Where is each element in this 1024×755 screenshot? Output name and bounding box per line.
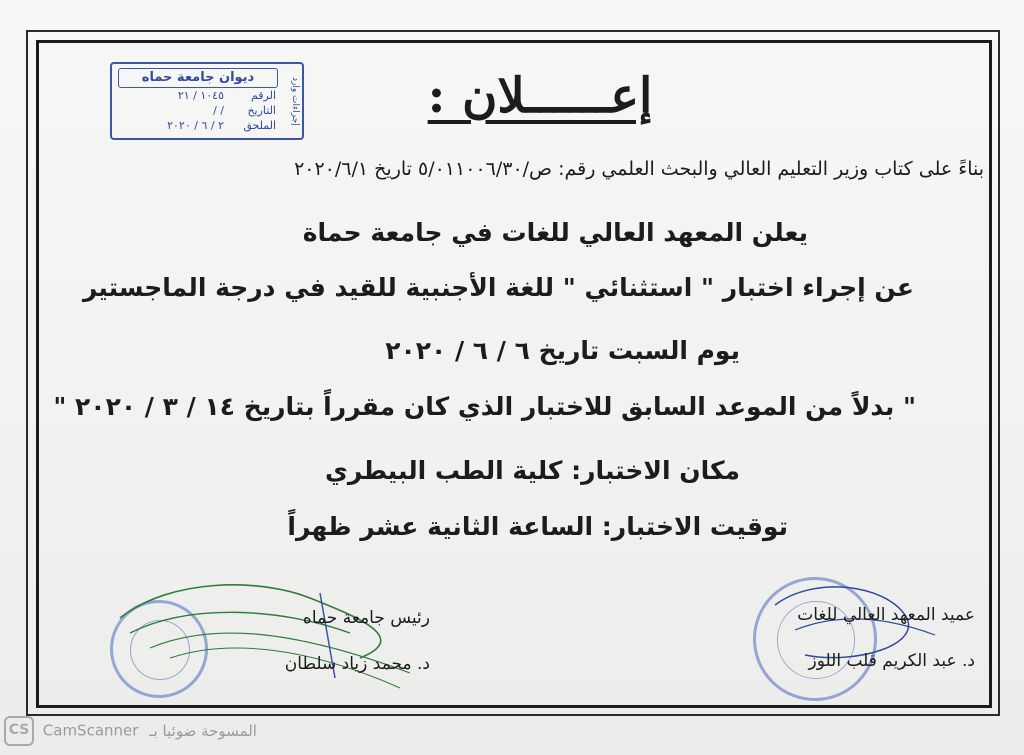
body-line: " بدلاً من الموعد السابق للاختبار الذي كان مقرراً بتاريخ ١٤ / ٣ / ٢٠٢٠ "	[53, 392, 916, 421]
stamp-row-value: ٢ / ٦ / ٢٠٢٠	[167, 119, 224, 132]
scanner-watermark	[4, 716, 304, 750]
body-line: يعلن المعهد العالي للغات في جامعة حماة	[302, 218, 808, 247]
stamp-row	[120, 119, 276, 133]
body-line: يوم السبت تاريخ ٦ / ٦ / ٢٠٢٠	[385, 336, 740, 365]
stamp-row	[120, 89, 276, 103]
signature-title: عميد المعهد العالي للغات	[797, 605, 975, 625]
signature-name: د. عبد الكريم قلب اللوز	[808, 651, 975, 671]
stamp-row-value: / /	[213, 104, 224, 117]
body-line: توقيت الاختبار: الساعة الثانية عشر ظهراً	[287, 512, 788, 541]
stamp-row	[120, 104, 276, 118]
stamp-row-key: الملحق	[243, 119, 276, 132]
camscanner-icon: CS	[4, 716, 34, 746]
stamp-row-value: ١٠٤٥ / ٢١	[177, 89, 224, 102]
body-line: عن إجراء اختبار " استثنائي " للغة الأجنبية للقيد في درجة الماجستير	[82, 273, 914, 302]
scanner-caption: المسوحة ضوئيا بـ	[149, 721, 257, 740]
signature-block-dean	[735, 575, 975, 705]
reference-line: بناءً على كتاب وزير التعليم العالي والبحث العلمي رقم: ص/٥/٠١١٠٠٦/٣٠ تاريخ ٢٠٢٠/٦/١	[294, 158, 984, 180]
signature-name: د. محمد زياد سلطان	[284, 654, 430, 674]
stamp-side-label: إجراءات وارد	[290, 76, 300, 126]
signature-scribble	[110, 578, 430, 698]
stamp-row-key: التاريخ	[247, 104, 276, 117]
signature-title: رئيس جامعة حماه	[302, 608, 430, 628]
announcement-title: إعــــــلان :	[427, 68, 653, 124]
scanner-name: CamScanner	[42, 721, 139, 740]
body-line: مكان الاختبار: كلية الطب البيطري	[324, 456, 740, 485]
signature-block-president	[110, 578, 430, 698]
stamp-row-key: الرقم	[250, 89, 276, 102]
stamp-title: ديوان جامعة حماه	[118, 68, 278, 88]
signature-scribble	[735, 575, 975, 705]
registry-stamp	[110, 62, 304, 140]
